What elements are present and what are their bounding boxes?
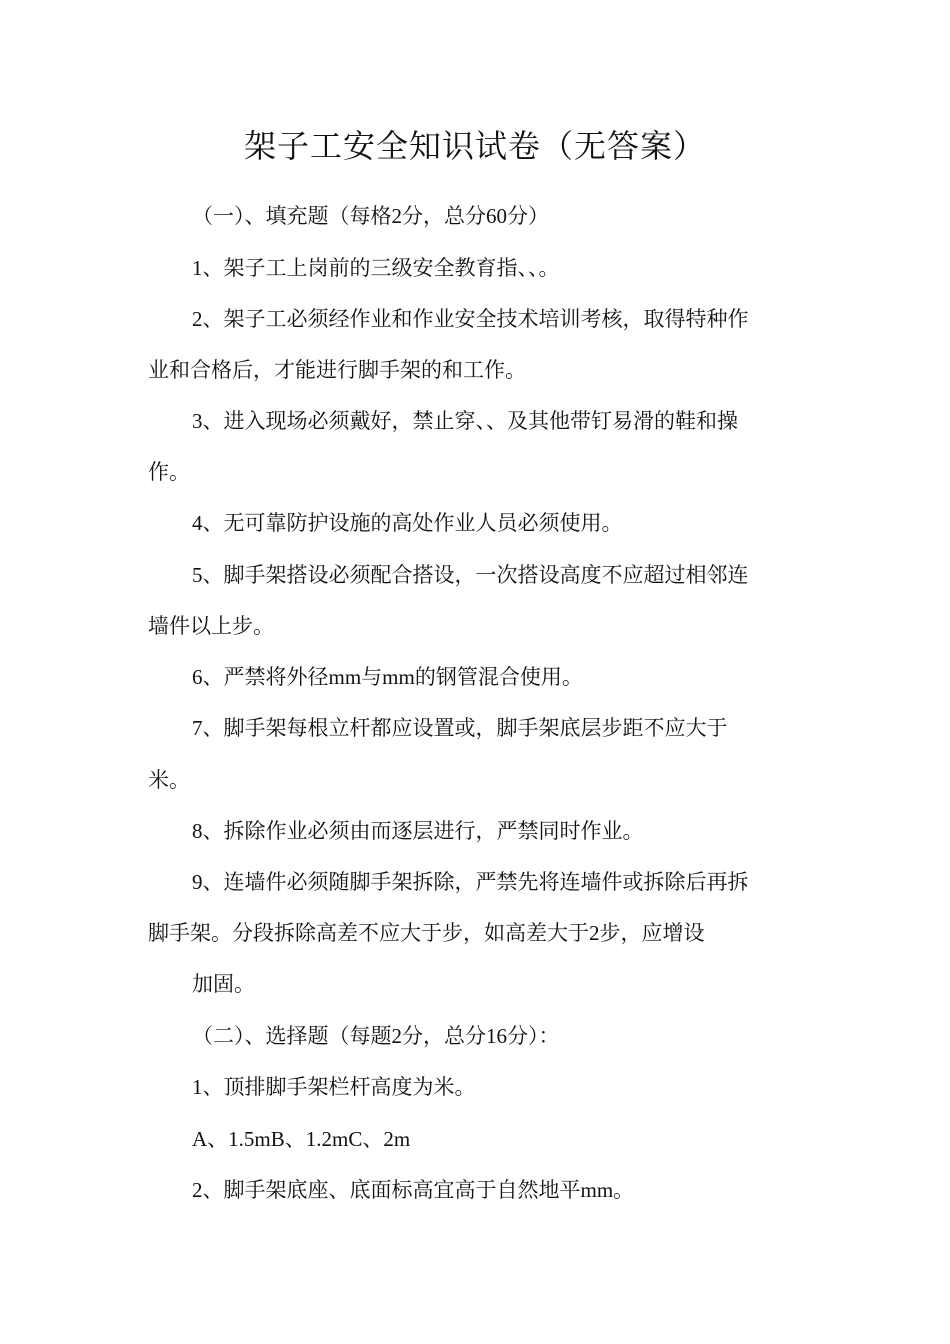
fill-question-9-line-1: 9、连墙件必须随脚手架拆除，严禁先将连墙件或拆除后再拆 (192, 870, 749, 894)
choice-question-2: 2、脚手架底座、底面标高宜高于自然地平mm。 (192, 1178, 635, 1202)
fill-question-9-line-2: 脚手架。分段拆除高差不应大于步，如高差大于2步，应增设 (148, 921, 705, 945)
fill-question-2-line-1: 2、架子工必须经作业和作业安全技术培训考核，取得特种作 (192, 307, 749, 331)
fill-question-8: 8、拆除作业必须由而逐层进行，严禁同时作业。 (192, 819, 644, 843)
section-fill-heading: （一）、填充题（每格2分，总分60分） (192, 204, 549, 228)
fill-question-7-line-1: 7、脚手架每根立杆都应设置或，脚手架底层步距不应大于 (192, 716, 728, 740)
fill-question-2-line-2: 业和合格后，才能进行脚手架的和工作。 (148, 358, 526, 382)
choice-question-1: 1、顶排脚手架栏杆高度为米。 (192, 1075, 476, 1099)
fill-question-3-line-1: 3、进入现场必须戴好，禁止穿、、及其他带钉易滑的鞋和操 (192, 409, 738, 433)
fill-question-5-line-1: 5、脚手架搭设必须配合搭设，一次搭设高度不应超过相邻连 (192, 563, 749, 587)
fill-question-5-line-2: 墙件以上步。 (148, 614, 274, 638)
page-title: 架子工安全知识试卷（无答案） (243, 128, 706, 164)
fill-question-6: 6、严禁将外径mm与mm的钢管混合使用。 (192, 665, 583, 689)
fill-question-3-line-2: 作。 (148, 460, 190, 484)
fill-question-1: 1、架子工上岗前的三级安全教育指、、。 (192, 256, 560, 280)
fill-question-7-line-2: 米。 (148, 768, 190, 792)
fill-question-4: 4、无可靠防护设施的高处作业人员必须使用。 (192, 511, 623, 535)
section-choice-heading: （二）、选择题（每题2分，总分16分）： (192, 1024, 560, 1048)
fill-question-9-line-3: 加固。 (192, 972, 255, 996)
choice-question-1-options: A、1.5mB、1.2mC、2m (192, 1127, 411, 1151)
